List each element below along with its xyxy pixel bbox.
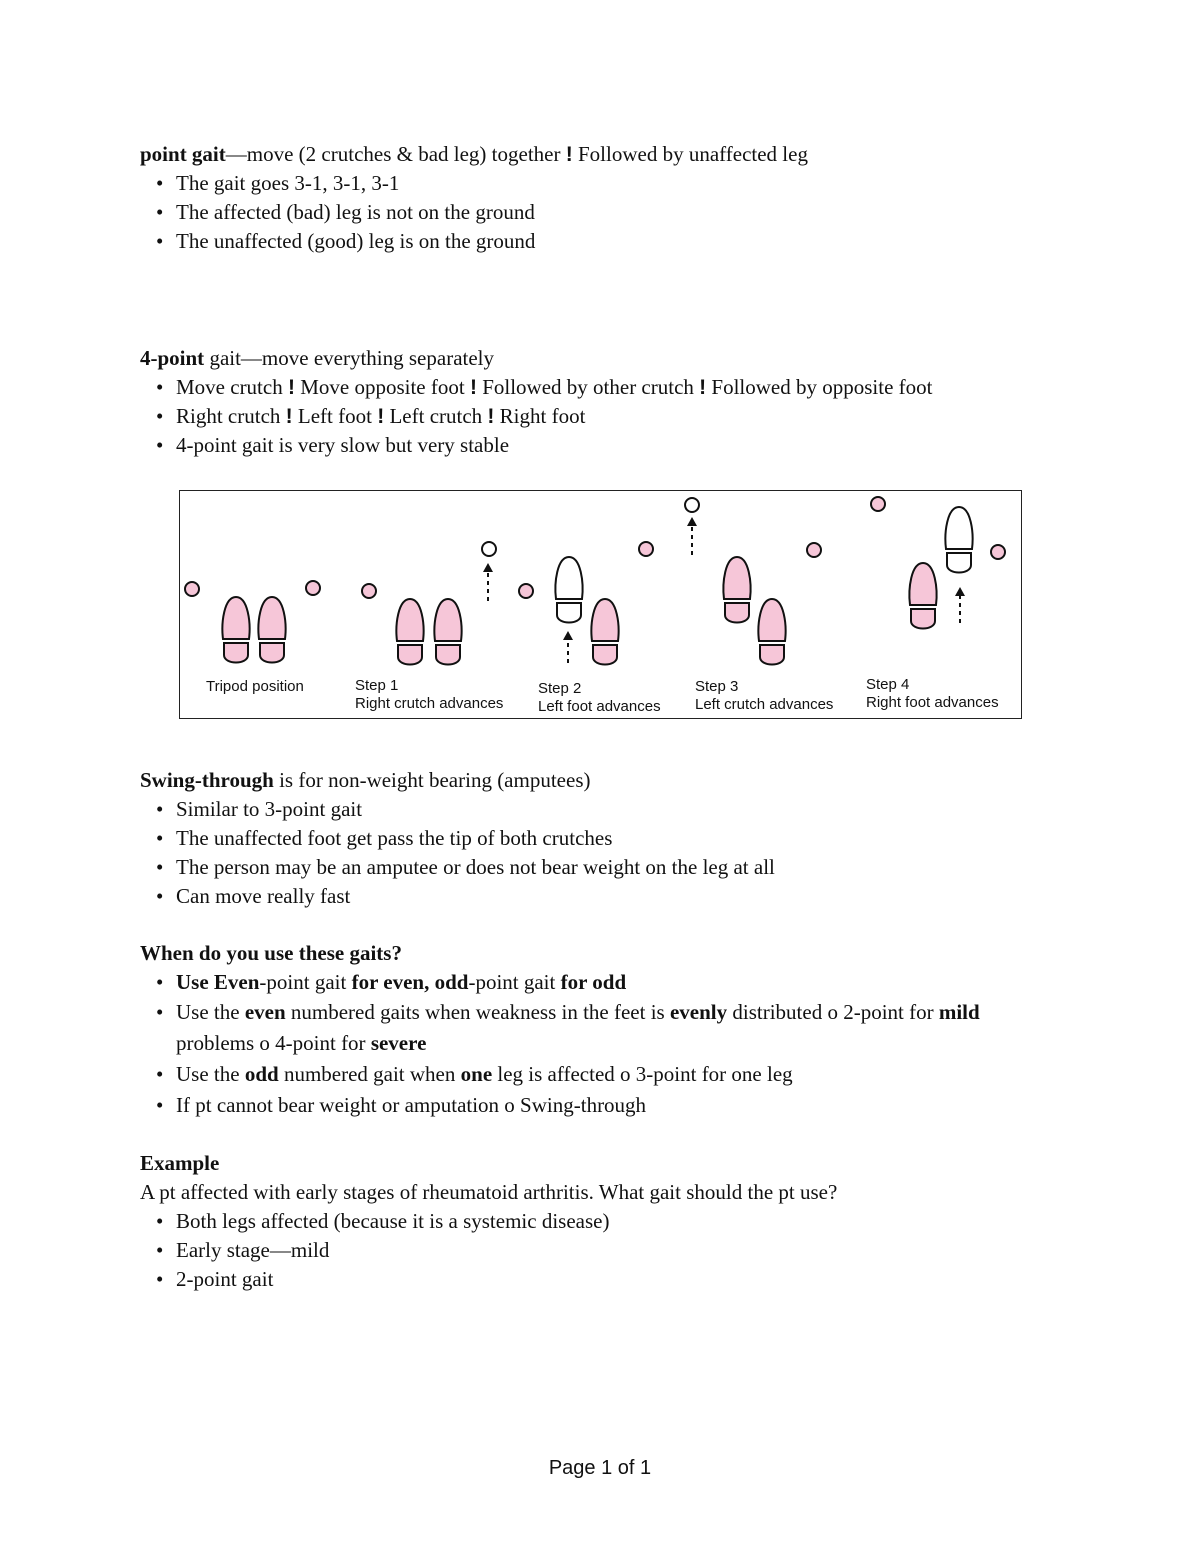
bullet-text: The affected (bad) leg is not on the ground	[176, 200, 535, 224]
crutch-tip-icon	[871, 497, 885, 511]
list-item: • Use the even numbered gaits when weakness in the feet is evenly distributed o 2-point for mild problems o 4-point for severe	[140, 997, 1060, 1059]
gait-figure	[179, 490, 1022, 719]
list-item: • Both legs affected (because it is a systemic disease)	[140, 1207, 1060, 1236]
bullet-text: 4-point gait is very slow but very stable	[176, 433, 510, 457]
caption-step3: Step 3 Left crutch advances	[695, 678, 834, 713]
bullet-text: Use the even numbered gaits when weakness in the feet is evenly distributed o 2-point for mild problems o 4-point for severe	[176, 1000, 980, 1055]
crutch-tip-icon	[807, 543, 821, 557]
crutch-tip-icon	[306, 581, 320, 595]
section2-heading-text: gait—move everything separately	[204, 346, 495, 370]
crutch-tip-new-icon	[685, 498, 699, 512]
list-item: • The affected (bad) leg is not on the ground	[140, 198, 1060, 227]
list-item: • 2-point gait	[140, 1265, 1060, 1294]
footprint-icon	[434, 599, 461, 665]
bullet-text: 2-point gait	[176, 1267, 274, 1291]
advance-arrow-head	[483, 563, 493, 572]
list-item: • Use the odd numbered gait when one leg is affected o 3-point for one leg	[140, 1059, 1060, 1090]
section1-heading-text: —move (2 crutches & bad leg) together	[225, 142, 566, 166]
bullet-text: Move crutch ! Move opposite foot ! Followed by other crutch ! Followed by opposite foot	[176, 375, 933, 399]
document-lower	[140, 766, 1060, 1294]
footprint-icon	[758, 599, 785, 665]
bullet-text: Right crutch ! Left foot ! Left crutch ! Right foot	[176, 404, 586, 428]
list-item: • 4-point gait is very slow but very stable	[140, 431, 1060, 460]
caption-tripod: Tripod position	[206, 678, 304, 695]
bullet-text: The gait goes 3-1, 3-1, 3-1	[176, 171, 400, 195]
crutch-tip-new-icon	[482, 542, 496, 556]
section5-heading: Example	[140, 1151, 220, 1175]
document-upper	[140, 140, 1060, 460]
footprint-icon	[909, 563, 936, 629]
list-item: • Use Even-point gait for even, odd-point gait for odd	[140, 968, 1060, 997]
bullet-text: The unaffected foot get pass the tip of both crutches	[176, 826, 613, 850]
section1-heading-text-end: Followed by unaffected leg	[572, 142, 808, 166]
section3-heading	[140, 766, 1060, 795]
list-item: • Right crutch ! Left foot ! Left crutch ! Right foot	[140, 402, 1060, 431]
section2-heading	[140, 344, 1060, 373]
list-item: • The unaffected (good) leg is on the ground	[140, 227, 1060, 256]
section1-heading	[140, 140, 1060, 169]
footprint-outline-icon	[555, 557, 582, 623]
footprint-icon	[258, 597, 285, 663]
bullet-text: The person may be an amputee or does not bear weight on the leg at all	[176, 855, 775, 879]
section1-heading-bold: point gait	[140, 142, 226, 166]
bullet-text: Use Even-point gait for even, odd-point gait for odd	[176, 970, 627, 994]
bullet-text: If pt cannot bear weight or amputation o Swing-through	[176, 1093, 647, 1117]
arrow-glyph: !	[565, 143, 573, 166]
bullet-text: Both legs affected (because it is a systemic disease)	[176, 1209, 610, 1233]
crutch-tip-icon	[639, 542, 653, 556]
advance-arrow-head	[687, 517, 697, 526]
list-item: • Can move really fast	[140, 882, 1060, 911]
footprint-outline-icon	[945, 507, 972, 573]
caption-step2: Step 2 Left foot advances	[538, 680, 661, 715]
crutch-tip-icon	[519, 584, 533, 598]
list-item: • The gait goes 3-1, 3-1, 3-1	[140, 169, 1060, 198]
example-question: A pt affected with early stages of rheumatoid arthritis. What gait should the pt use?	[140, 1180, 838, 1204]
section4-heading: When do you use these gaits?	[140, 941, 402, 965]
caption-step4: Step 4 Right foot advances	[866, 676, 999, 711]
crutch-tip-icon	[185, 582, 199, 596]
bullet-text: Early stage—mild	[176, 1238, 330, 1262]
list-item: • Similar to 3-point gait	[140, 795, 1060, 824]
list-item: • Early stage—mild	[140, 1236, 1060, 1265]
crutch-tip-icon	[362, 584, 376, 598]
advance-arrow-head	[955, 587, 965, 596]
section3-heading-text: is for non-weight bearing (amputees)	[273, 768, 591, 792]
crutch-tip-icon	[991, 545, 1005, 559]
footprint-icon	[396, 599, 423, 665]
list-item: • The unaffected foot get pass the tip of both crutches	[140, 824, 1060, 853]
bullet-text: Use the odd numbered gait when one leg is affected o 3-point for one leg	[176, 1062, 793, 1086]
page-footer: Page 1 of 1	[548, 1457, 652, 1479]
list-item: • Move crutch ! Move opposite foot ! Followed by other crutch ! Followed by opposite foot	[140, 373, 1060, 402]
footprint-icon	[723, 557, 750, 623]
list-item: • If pt cannot bear weight or amputation o Swing-through	[140, 1090, 1060, 1121]
footprint-icon	[591, 599, 618, 665]
bullet-text: Similar to 3-point gait	[176, 797, 363, 821]
advance-arrow-head	[563, 631, 573, 640]
bullet-text: The unaffected (good) leg is on the ground	[176, 229, 536, 253]
section3-heading-bold: Swing-through	[140, 768, 274, 792]
caption-step1: Step 1 Right crutch advances	[355, 677, 504, 712]
section2-heading-bold: 4-point	[140, 346, 205, 370]
list-item: • The person may be an amputee or does not bear weight on the leg at all	[140, 853, 1060, 882]
footprint-icon	[222, 597, 249, 663]
bullet-text: Can move really fast	[176, 884, 351, 908]
